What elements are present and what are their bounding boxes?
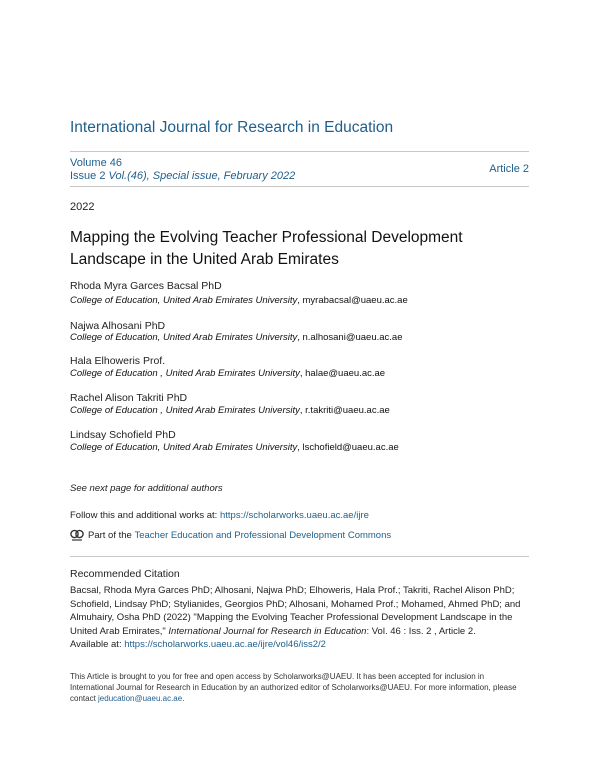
follow-text: Follow this and additional works at:: [70, 510, 220, 521]
top-divider: [70, 151, 529, 152]
available-link[interactable]: https://scholarworks.uaeu.ac.ae/ijre/vol46/iss2/2: [124, 639, 326, 650]
author-affiliation-3: [70, 368, 385, 379]
part-of-text: Part of the: [88, 529, 132, 541]
commons-link[interactable]: Teacher Education and Professional Development Commons: [134, 529, 392, 541]
author-affiliation-2: [70, 332, 402, 343]
author-email-4: , r.takriti@uaeu.ac.ae: [299, 405, 390, 416]
author-institution-5: College of Education, United Arab Emirates University: [70, 442, 298, 453]
footer-end: .: [182, 694, 185, 703]
footer-notice: [70, 671, 530, 704]
volume-issue-block: [70, 157, 295, 183]
second-divider: [70, 186, 529, 187]
author-affiliation-1: [70, 295, 408, 306]
follow-link[interactable]: https://scholarworks.uaeu.ac.ae/ijre: [219, 510, 369, 521]
issue-prefix: Issue 2: [70, 170, 106, 182]
citation-tail: : Vol. 46 : Iss. 2 , Article 2.: [366, 625, 476, 637]
author-name-4: Rachel Alison Takriti PhD: [70, 392, 188, 404]
see-next-page-note: See next page for additional authors: [70, 483, 223, 494]
journal-title[interactable]: International Journal for Research in Education: [70, 119, 394, 136]
author-affiliation-5: [70, 442, 399, 453]
author-email-1: , myrabacsal@uaeu.ac.ae: [297, 295, 408, 306]
author-email-2: , n.alhosani@uaeu.ac.ae: [297, 332, 403, 343]
article-title: Mapping the Evolving Teacher Professional Development Landscape in the United Arab Emirates: [70, 229, 463, 268]
article-number-link[interactable]: Article 2: [489, 163, 529, 175]
citation-journal: International Journal for Research in Education: [168, 625, 367, 637]
issue-label[interactable]: [70, 170, 295, 183]
available-text: Available at:: [70, 639, 125, 650]
part-of-line: [70, 528, 391, 542]
footer-email-link[interactable]: jeducation@uaeu.ac.ae: [98, 694, 183, 703]
author-institution-3: College of Education , United Arab Emirates University: [70, 368, 300, 379]
footer-text: This Article is brought to you for free and open access by Scholarworks@UAEU. It has been accepted for inclusion in International Journal for Research in Education by an authorized editor of Scholarworks@UAEU. For more information, please contact: [70, 672, 517, 703]
follow-line: [70, 510, 369, 521]
author-email-5: , lschofield@uaeu.ac.ae: [297, 442, 399, 453]
author-institution-1: College of Education, United Arab Emirates University: [70, 295, 298, 306]
author-name-1: Rhoda Myra Garces Bacsal PhD: [70, 280, 222, 292]
citation-body: [70, 584, 530, 652]
author-name-2: Najwa Alhosani PhD: [70, 320, 166, 332]
issue-detail: Vol.(46), Special issue, February 2022: [108, 170, 296, 182]
volume-label[interactable]: Volume 46: [70, 157, 122, 169]
publication-year: 2022: [70, 201, 95, 213]
network-commons-icon: [70, 528, 84, 542]
author-institution-4: College of Education , United Arab Emirates University: [70, 405, 300, 416]
author-name-3: Hala Elhoweris Prof.: [70, 355, 166, 367]
author-institution-2: College of Education, United Arab Emirates University: [70, 332, 298, 343]
citation-divider: [70, 556, 529, 557]
author-email-3: , halae@uaeu.ac.ae: [299, 368, 386, 379]
author-affiliation-4: [70, 405, 390, 416]
recommended-citation-heading: Recommended Citation: [70, 568, 180, 580]
citation-main: Bacsal, Rhoda Myra Garces PhD; Alhosani, Najwa PhD; Elhoweris, Hala Prof.; Takriti, Rachel Alison PhD; Schofield, Lindsay PhD; Stylianides, Georgios PhD; Alhosani, Mohamed Prof.; Mohamed, Ahmed PhD; and Almuhairy, Osha PhD (2022) "Mapping the Evolving Teacher Professional Development Landscape in the United Arab Emirates,": [70, 585, 521, 637]
author-name-5: Lindsay Schofield PhD: [70, 429, 176, 441]
